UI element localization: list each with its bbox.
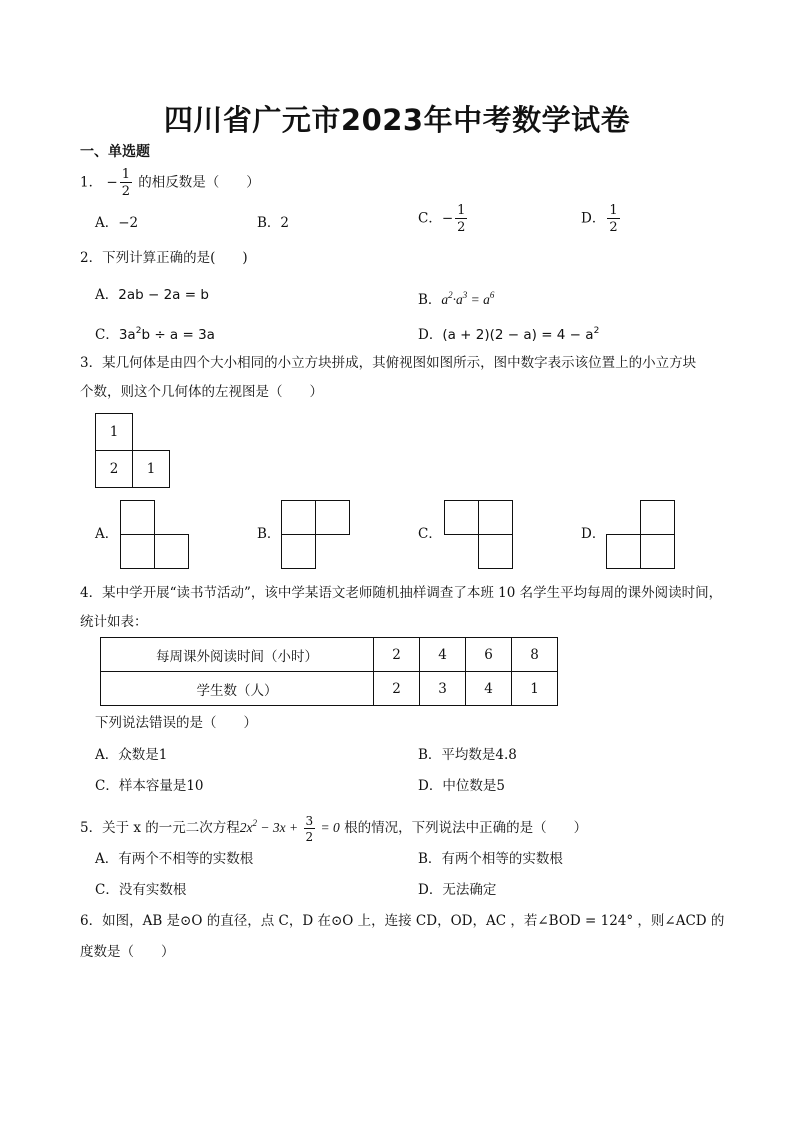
question-4-prompt: 下列说法错误的是（ ） xyxy=(95,715,257,731)
q4-option-b: B．平均数是4.8 xyxy=(418,747,517,763)
fraction: $\frac{3}{2}$ xyxy=(305,813,314,844)
fraction: $\frac{1}{2}$ xyxy=(121,167,130,199)
question-5: 5．关于 x 的一元二次方程$2x^2 - 3x$ + $\frac{3}{2}$ = 0 根的情况，下列说法中正确的是（ ） xyxy=(80,813,588,844)
table-cell: 8 xyxy=(512,638,558,672)
q1-option-c: C．− $\frac{1}{2}$ xyxy=(418,203,466,235)
question-number: 2． xyxy=(80,250,103,266)
question-3: 3．某几何体是由四个大小相同的小立方块拼成，其俯视图如图所示，图中数字表示该位置上的小立方块 xyxy=(80,355,697,371)
question-number: 4． xyxy=(80,585,103,601)
q4-option-a: A．众数是1 xyxy=(95,747,168,763)
question-4-line2: 统计如表： xyxy=(80,614,148,630)
top-view-cell: 1 xyxy=(95,413,133,451)
q3-option-d-label: D． xyxy=(581,526,606,542)
q1-option-b: B．2 xyxy=(257,215,290,231)
top-view-cell: 2 xyxy=(95,450,133,488)
q1-option-d: D． $\frac{1}{2}$ xyxy=(581,203,618,235)
question-text: 的相反数是（ ） xyxy=(133,174,260,191)
question-number: 3． xyxy=(80,355,103,371)
table-cell: 6 xyxy=(466,638,512,672)
q4-option-d: D．中位数是5 xyxy=(418,778,505,794)
q2-option-b: B．$a^2\cdot a^3 = a^6$ xyxy=(418,290,495,308)
question-6-line2: 度数是（ ） xyxy=(80,944,175,960)
q5-option-b: B．有两个相等的实数根 xyxy=(418,851,563,867)
q5-option-d: D．无法确定 xyxy=(418,882,497,898)
question-3-line2: 个数，则这个几何体的左视图是（ ） xyxy=(80,384,323,400)
reading-time-table xyxy=(100,637,558,706)
q5-option-a: A．有两个不相等的实数根 xyxy=(95,851,254,867)
table-header-cell: 学生数（人） xyxy=(101,672,374,706)
q1-option-a: A．−2 xyxy=(95,215,139,231)
q4-option-c: C．样本容量是10 xyxy=(95,778,204,794)
page-title: 四川省广元市2023年中考数学试卷 xyxy=(163,103,631,137)
question-4: 4．某中学开展“读书节活动”，该中学某语文老师随机抽样调查了本班 10 名学生平均每周的课外阅读时间， xyxy=(80,585,723,601)
question-text: 下列计算正确的是( ) xyxy=(102,250,248,266)
table-row xyxy=(101,638,558,672)
table-cell: 1 xyxy=(512,672,558,706)
table-cell: 2 xyxy=(374,672,420,706)
q5-option-c: C．没有实数根 xyxy=(95,882,187,898)
section-heading: 一、单选题 xyxy=(80,144,150,160)
q2-option-c: C．$3a^2b \div a = 3a$ xyxy=(95,326,215,343)
q2-option-a: A．2ab − 2a = b xyxy=(95,287,209,303)
table-row xyxy=(101,672,558,706)
minus-sign: − xyxy=(106,174,118,191)
top-view-cell: 1 xyxy=(132,450,170,488)
table-cell: 4 xyxy=(466,672,512,706)
question-1 xyxy=(80,168,260,198)
table-cell: 3 xyxy=(420,672,466,706)
q3-option-a-label: A． xyxy=(95,526,119,542)
question-2 xyxy=(80,247,248,269)
question-number: 1． xyxy=(80,174,103,191)
table-header-cell: 每周课外阅读时间（小时） xyxy=(101,638,374,672)
q3-option-c-label: C． xyxy=(418,526,442,542)
table-cell: 2 xyxy=(374,638,420,672)
table-cell: 4 xyxy=(420,638,466,672)
q3-option-b-label: B． xyxy=(257,526,281,542)
question-number: 5． xyxy=(80,820,103,836)
question-6: 6．如图，AB 是⊙O 的直径，点 C，D 在⊙O 上，连接 CD，OD，AC ，若∠BOD = 124° ，则∠ACD 的 xyxy=(80,913,725,929)
question-number: 6． xyxy=(80,913,103,929)
q2-option-d: D．$(a + 2)(2 - a) = 4 - a^2$ xyxy=(418,326,600,343)
